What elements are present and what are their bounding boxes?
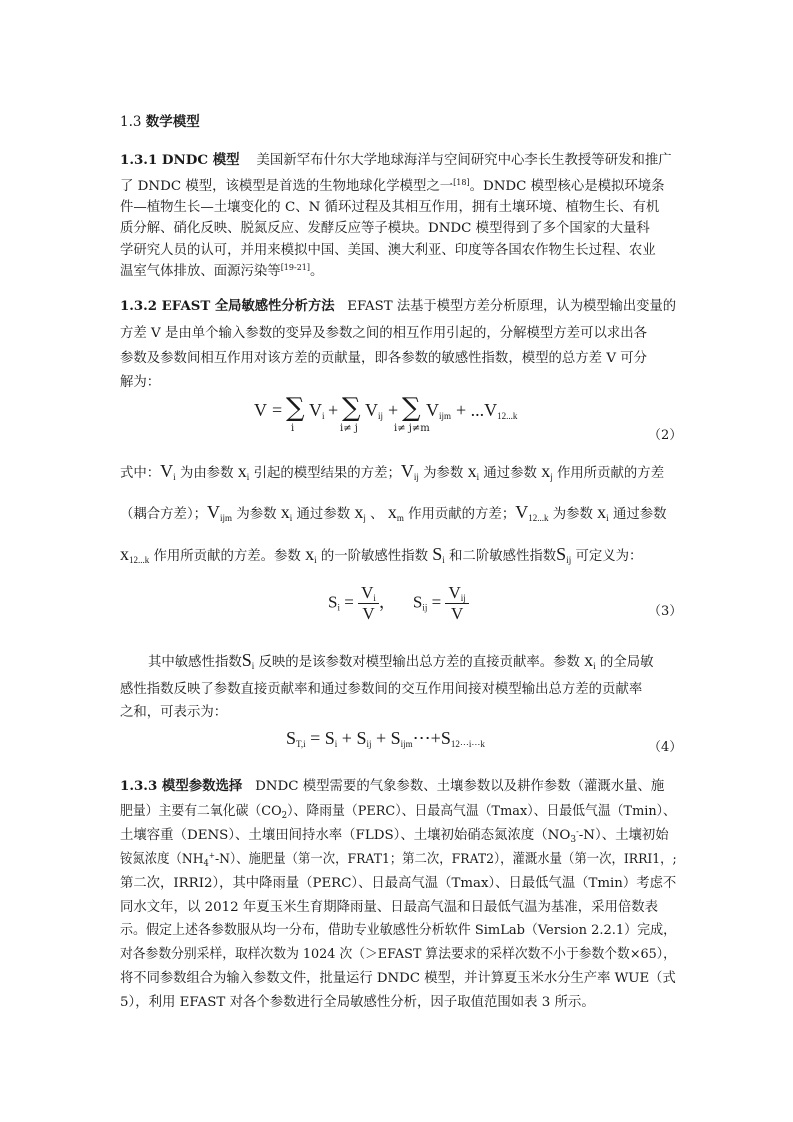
s131-text: 温室气体排放、面源污染等 [120,264,281,279]
s131-text: 质分解、硝化反映、脱氮反应、发酵反应等子模块。DNDC 模型得到了多个国家的大量科 [120,221,650,236]
s133-text: ）、降雨量（PERC）、日最高气温（Tmax）、日最低气温（Tmin）、 [287,804,676,819]
s131-text: 。 [310,264,324,279]
s131-text: 美国新罕布什尔大学地球海洋与空间研究中心李长生教授等研发和推广 [256,153,672,168]
eq2-term-2 [365,400,383,421]
eq3-sep: ， [378,592,396,612]
section-heading [120,110,200,130]
math-Vijm: $V_{ijm}$ [207,502,233,523]
s131-line-2 [120,178,665,196]
no3-superscript: - [576,827,579,836]
defs-text: 引起的模型结果的方差； [253,466,401,481]
para4-line-1 [148,651,654,672]
equation-4: $S_{T,i} = S_i + S_{ij}$ + $S_{ijm}\cdots+S_{12\cdots i\cdots k}$ [286,728,485,749]
eq4-term: S [324,728,335,748]
s133-text: 第二次，IRRI2），其中降雨量（PERC）、日最高气温（Tmax）、日最低气温（Tmin）考虑不 [120,876,677,891]
para4-text: 的全局敏 [599,655,654,670]
eq3-number: （3） [648,604,683,619]
eq2-lhs: V [254,400,267,420]
para4-line-3 [120,704,227,722]
eq2-plus: + [328,400,339,420]
no3-subscript: 3 [570,835,577,845]
s132-line-4 [120,374,160,392]
s131-text: 件—植物生长—土壤变化的 C、N 循环过程及其相互作用，拥有土壤环境、植物生长、有机 [120,200,660,215]
s133-line-1 [120,777,664,796]
s133-line-2 [120,803,676,821]
math-xi: $x_i$ [305,544,317,565]
eq2-term-1-sub: i [322,411,325,421]
s133-line-8 [120,946,676,964]
eq2-number: （2） [648,428,683,443]
para4-line-2 [120,681,642,699]
s133-line-3 [120,827,669,845]
s133-text: -N）、土壤初始 [578,828,669,843]
eq3-si: S [328,592,338,612]
math-xi: $x_i$ [237,461,250,482]
defs-text: 为参数 [552,507,593,522]
defs-text: 为由参数 [179,466,234,481]
math-xi: $x_i$ [597,502,609,523]
eq2-sum-2: ∑ [342,393,361,423]
s133-line-6 [120,899,658,917]
defs-text: （耦合方差）； [120,507,208,522]
eq3-den: V [362,604,375,623]
defs-text: 作用贡献的方差； [408,507,516,522]
co2-subscript: 2 [281,811,288,821]
s133-text: 5），利用 EFAST 对各个参数进行全局敏感性分析，因子取值范围如表 3 所示。 [120,995,595,1010]
s133-text: -N）、施肥量（第一次，FRAT1；第二次，FRAT2），灌溉水量（第一次，IRRI1，; [214,852,677,867]
s131-line-4 [120,220,650,238]
eq4-term-sub: 12⋯i⋯k [450,739,485,749]
para4-text: 之和，可表示为： [120,705,228,720]
s133-text: 同水文年，以 2012 年夏玉米生育期降雨量、日最高气温和日最低气温为基准，采用倍数表 [120,900,659,915]
eq2-plus: + [388,400,399,420]
s133-line-4 [120,851,677,869]
math-Vi: $V_i$ [160,461,176,482]
eq2-term-2-sub: ij [378,411,384,421]
eq2-term-3 [426,400,451,421]
eq2-term-3-sub: ijm [439,411,452,421]
math-Sij: $S_{ij}$ [556,544,572,565]
eq3-sij: S [412,592,423,612]
eq2-lim-1: i [291,423,295,434]
defs-text: 可定义为： [575,549,643,564]
eq3-num2: V [448,583,461,602]
s132-line-3 [120,350,647,368]
eq4-number: （4） [648,740,683,755]
defs-text: 和二阶敏感性指数 [449,549,557,564]
defs-text: 通过参数 [296,507,351,522]
citation: [18] [453,178,470,187]
defs-line-1 [120,462,664,483]
s132-heading: 1.3.2 EFAST 全局敏感性分析方法 [120,298,335,314]
eq3-sij-sub: ij [422,602,428,613]
s132-text: 方差 V 是由单个输入参数的变异及参数之间的相互作用引起的，分解模型方差可以求出各 [120,326,648,341]
math-x12k: $x_{12...k}$ [120,544,150,565]
s131-line-5 [120,242,656,260]
eq3-num2-sub: ij [460,593,466,603]
defs-text: 式中： [120,466,161,481]
para4-text: 感性指数反映了参数直接贡献率和通过参数间的交互作用间接对模型输出总方差的贡献率 [120,682,643,697]
s133-text: 土壤容重（DENS）、土壤田间持水率（FLDS）、土壤初始硝态氮浓度（NO [120,828,571,843]
math-Si: $S_i$ [241,650,255,671]
s133-text: 铵氮浓度（NH [120,852,204,867]
section-number: 1.3 [120,114,142,130]
s131-heading: 1.3.1 DNDC 模型 [120,152,240,168]
s133-line-9 [120,970,676,988]
eq4-term-sub: i [334,739,338,749]
math-xi: $x_i$ [584,650,596,671]
defs-text: 为参数 [423,466,464,481]
math-xi: $x_i$ [280,502,293,523]
eq2-lim-3: i≠ j≠m [394,423,430,434]
eq4-term: S [356,728,367,748]
math-V12k: $V_{12...k}$ [515,502,549,523]
s131-text: 学研究人员的认可，并用来模拟中国、美国、澳大利亚、印度等各国农作物生长过程、农业 [120,243,656,258]
eq4-lhs-sub: T,i [296,739,306,749]
s132-line-1 [120,297,676,316]
eq4-dots: ⋯ [412,728,431,748]
eq4-term-sub: ijm [400,739,413,749]
s131-text: 。DNDC 模型核心是模拟环境条 [469,179,665,194]
math-Vij: $V_{ij}$ [400,461,419,482]
defs-text: 、 [370,507,384,522]
para4-text: 其中敏感性指数 [148,655,242,670]
eq4-term-sub: ij [366,739,372,749]
eq3-num1: V [361,583,374,602]
eq2-tail-symbol: + ...V [456,400,498,420]
math-xm: $x_m$ [387,502,404,523]
math-xj: $x_j$ [354,502,366,523]
s133-text: 示。假定上述各参数服从均一分布，借助专业敏感性分析软件 SimLab（Version 2.2.1）完成， [120,923,677,938]
s131-line-1 [120,151,672,170]
eq2-sum-1: ∑ [286,393,305,423]
s133-line-5 [120,875,676,893]
nh4-superscript: + [208,851,215,860]
eq4-lhs: S [286,728,297,748]
eq3-si-sub: i [337,602,340,613]
s132-text: 解为： [120,375,161,390]
defs-text: 作用所贡献的方差 [556,466,665,481]
s131-line-6 [120,263,323,281]
s131-line-3 [120,199,659,217]
s132-text: EFAST 法基于模型方差分析原理，认为模型输出变量的 [347,299,677,314]
math-xi: $x_i$ [467,461,480,482]
eq3-fraction-1 [358,583,379,624]
s133-text: 将不同参数组合为输入参数文件，批量运行 DNDC 模型，并计算夏玉米水分生产率 WUE（式 [120,971,676,986]
defs-text: 通过参数 [612,507,667,522]
defs-text: 为参数 [236,507,277,522]
eq2-term-2-symbol: V [365,400,378,420]
eq2-term-3-symbol: V [426,400,439,420]
equation-3: $S_i$ = $\frac{V_i}{V}$ ， $S_{ij}$ = $\frac{V_{ij}}{V}$ [328,583,469,624]
s133-text: 肥量）主要有二氧化碳（CO [120,804,282,819]
math-Si: $S_i$ [432,544,445,565]
eq2-tail-sub: 12...k [497,411,518,421]
para4-text: 反映的是该参数对模型输出总方差的直接贡献率。参数 [258,655,580,670]
eq3-fraction-2 [445,583,468,624]
eq2-tail [456,400,517,421]
s133-line-10 [120,994,595,1012]
eq2-term-1 [309,400,325,421]
defs-text: 作用所贡献的方差。参数 [153,549,301,564]
eq2-equals: = [272,400,283,420]
eq4-term: S [390,728,401,748]
s133-text: 对各参数分别采样，取样次数为 1024 次（＞EFAST 算法要求的采样次数不小于参数个数×65）， [120,947,676,962]
nh4-subscript: 4 [203,859,209,869]
s132-text: 参数及参数间相互作用对该方差的贡献量，即各参数的敏感性指数，模型的总方差 V 可分 [120,351,648,366]
defs-text: 通过参数 [483,466,537,481]
defs-text: 的一阶敏感性指数 [320,549,428,564]
s131-text: 了 DNDC 模型，该模型是首选的生物地球化学模型之一 [120,179,454,194]
section-title: 数学模型 [145,114,200,130]
s133-line-7 [120,922,676,940]
eq2-lim-2: i≠ j [340,423,358,434]
s132-line-2 [120,325,647,343]
eq4-term: S [440,728,451,748]
math-xj: $x_j$ [541,461,553,482]
s133-text: DNDC 模型需要的气象参数、土壤参数以及耕作参数（灌溉水量、施 [255,779,665,794]
defs-line-2 [120,503,667,524]
eq3-num1-sub: i [373,593,376,603]
s133-heading: 1.3.3 模型参数选择 [120,778,243,794]
eq2-term-1-symbol: V [309,400,322,420]
eq3-den: V [450,604,464,623]
defs-line-3 [120,545,642,566]
citation: [19-21] [280,263,310,272]
eq2-sum-3: ∑ [402,393,421,423]
